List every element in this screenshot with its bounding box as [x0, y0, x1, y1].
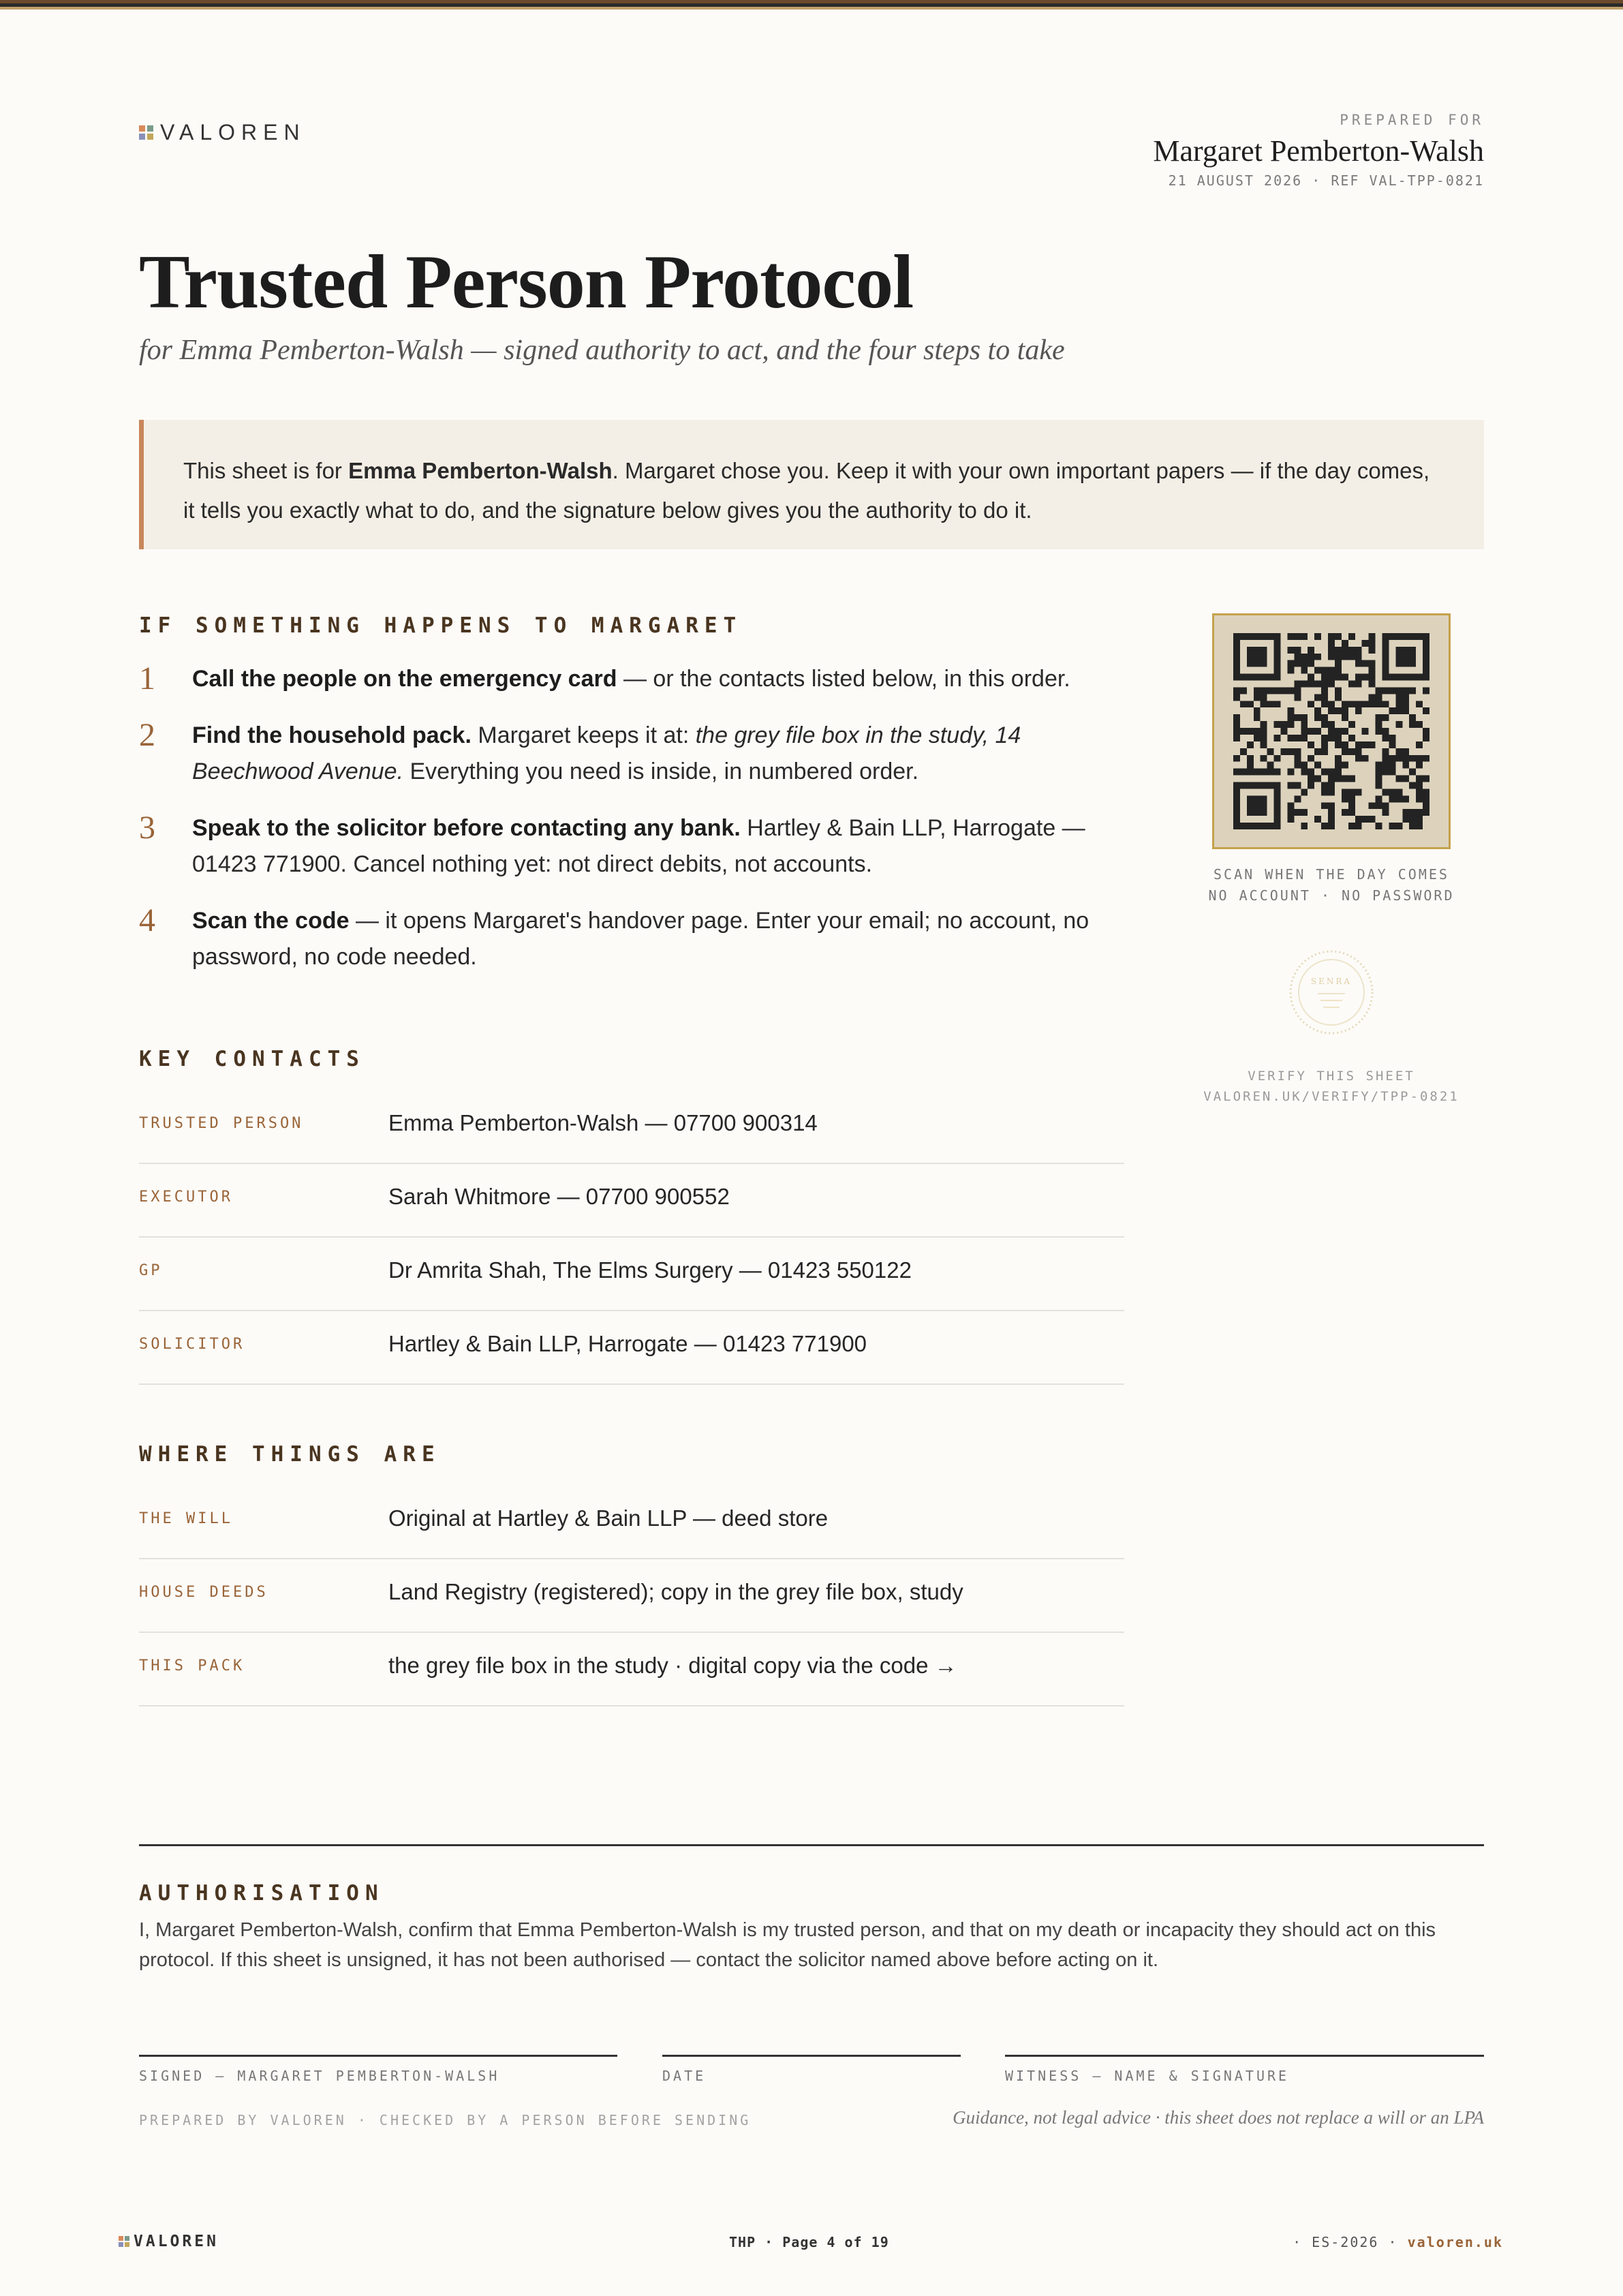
location-item: THE WILL [139, 1510, 233, 1527]
steps-list [139, 661, 1134, 996]
step-text [192, 661, 1134, 697]
qr-caption-line2: NO ACCOUNT · NO PASSWORD [1208, 887, 1455, 904]
intro-callout [139, 420, 1484, 549]
contact-role: GP [139, 1261, 163, 1279]
page-subtitle: for Emma Pemberton-Walsh — signed authority to act, and the four steps to take [139, 335, 1065, 366]
table-row [139, 1633, 1124, 1706]
contact-value: Emma Pemberton-Walsh — 07700 900314 [388, 1110, 818, 1135]
table-row [139, 1559, 1124, 1633]
brand-mark-icon [139, 125, 153, 140]
page-title: Trusted Person Protocol [139, 240, 914, 324]
footer-brand [119, 2233, 219, 2250]
signature-label: SIGNED — MARGARET PEMBERTON-WALSH [139, 2068, 500, 2084]
step-number: 1 [139, 660, 155, 697]
verify-line1: VERIFY THIS SHEET [1248, 1069, 1415, 1084]
step-body: Margaret keeps it at: [471, 722, 696, 748]
location-value: Original at Hartley & Bain LLP — deed store [388, 1505, 829, 1531]
handover-qr-code[interactable] [1212, 613, 1451, 849]
footer-domain-link[interactable]: valoren.uk [1407, 2234, 1503, 2250]
brand-mark-icon [119, 2236, 129, 2247]
table-row [139, 1311, 1124, 1385]
qr-caption-line1: SCAN WHEN THE DAY COMES [1214, 866, 1449, 883]
location-value: the grey file box in the study · digital copy via the code → [388, 1653, 957, 1678]
prepared-by-note: PREPARED BY VALOREN · CHECKED BY A PERSON BEFORE SENDING [139, 2112, 752, 2128]
step-text [192, 718, 1134, 790]
step-bold: Call the people on the emergency card [192, 666, 617, 692]
step-item [139, 903, 1134, 975]
contacts-table [139, 1090, 1124, 1385]
step-text [192, 903, 1134, 975]
step-body: — or the contacts listed below, in this order. [617, 666, 1070, 692]
callout-text-post: . Margaret chose you. Keep it with your own important papers — if the day comes, it tells you exactly what to do, and the signature below gives you the authority to do it. [183, 458, 1430, 523]
footer-meta [1293, 2234, 1503, 2250]
step-item [139, 810, 1134, 883]
step-emphasis: the grey file box in the study, 14 Beechwood Avenue. [192, 722, 1021, 784]
step-item [139, 661, 1134, 697]
step-bold: Speak to the solicitor before contacting any bank. [192, 815, 741, 841]
top-accent-bar [0, 0, 1623, 10]
callout-text-pre: This sheet is for [183, 458, 349, 483]
step-bold: Scan the code [192, 908, 350, 934]
contact-role: SOLICITOR [139, 1335, 245, 1353]
step-item [139, 718, 1134, 790]
location-item: THIS PACK [139, 1657, 245, 1674]
contact-value: Dr Amrita Shah, The Elms Surgery — 01423 550122 [388, 1257, 912, 1283]
step-number: 4 [139, 902, 155, 938]
where-heading: WHERE THINGS ARE [139, 1442, 441, 1467]
location-value: Land Registry (registered); copy in the grey file box, study [388, 1579, 963, 1604]
callout-text-bold: Emma Pemberton-Walsh [348, 458, 613, 483]
steps-heading: IF SOMETHING HAPPENS TO MARGARET [139, 613, 743, 638]
prepared-for-block [1153, 112, 1484, 189]
section-divider [139, 1844, 1484, 1846]
step-bold: Find the household pack. [192, 722, 472, 748]
contacts-heading: KEY CONTACTS [139, 1047, 365, 1071]
contact-role: TRUSTED PERSON [139, 1114, 304, 1132]
signature-line[interactable] [139, 2055, 617, 2057]
table-row [139, 1164, 1124, 1238]
authorisation-heading: AUTHORISATION [139, 1881, 384, 1905]
verify-url[interactable]: VALOREN.UK/VERIFY/TPP-0821 [1203, 1089, 1459, 1104]
footer-code: · ES-2026 · [1293, 2234, 1398, 2250]
authorisation-text: I, Margaret Pemberton-Walsh, confirm that Emma Pemberton-Walsh is my trusted person, and that on my death or incapacity they should act on this protocol. If this sheet is unsigned, it has not been authorised — contact the solicitor named above before acting on it. [139, 1919, 1436, 1971]
contact-value: Sarah Whitmore — 07700 900552 [388, 1184, 730, 1209]
witness-label: WITNESS — NAME & SIGNATURE [1005, 2068, 1290, 2084]
witness-line[interactable] [1005, 2055, 1484, 2057]
footer-brand-name: VALOREN [134, 2233, 219, 2250]
step-body: — it opens Margaret's handover page. Enter your email; no account, no password, no code needed. [192, 908, 1089, 970]
verification-seal-icon [1288, 949, 1375, 1036]
step-number: 3 [139, 810, 155, 846]
prepared-for-name: Margaret Pemberton-Walsh [1153, 134, 1484, 168]
table-row [139, 1090, 1124, 1164]
step-text [192, 810, 1134, 883]
location-item: HOUSE DEEDS [139, 1583, 268, 1601]
disclaimer: Guidance, not legal advice · this sheet does not replace a will or an LPA [953, 2107, 1484, 2128]
contact-role: EXECUTOR [139, 1188, 233, 1206]
contact-value: Hartley & Bain LLP, Harrogate — 01423 771900 [388, 1331, 867, 1356]
step-number: 2 [139, 717, 155, 753]
locations-table [139, 1486, 1124, 1706]
table-row [139, 1486, 1124, 1559]
table-row [139, 1238, 1124, 1311]
brand-logo [139, 120, 306, 145]
date-label: DATE [662, 2068, 707, 2084]
date-line[interactable] [662, 2055, 961, 2057]
step-body: Hartley & Bain LLP, Harrogate — 01423 771900. Cancel nothing yet: not direct debits, not accounts. [192, 815, 1085, 877]
brand-name: VALOREN [160, 120, 306, 144]
step-tail: Everything you need is inside, in numbered order. [403, 759, 919, 784]
prepared-for-meta: 21 AUGUST 2026 · REF VAL-TPP-0821 [1168, 172, 1484, 189]
qr-code-icon [1232, 633, 1431, 829]
page-number: THP · Page 4 of 19 [729, 2234, 889, 2250]
prepared-for-label: PREPARED FOR [1340, 112, 1484, 128]
seal-text: SENRA [1310, 977, 1352, 986]
